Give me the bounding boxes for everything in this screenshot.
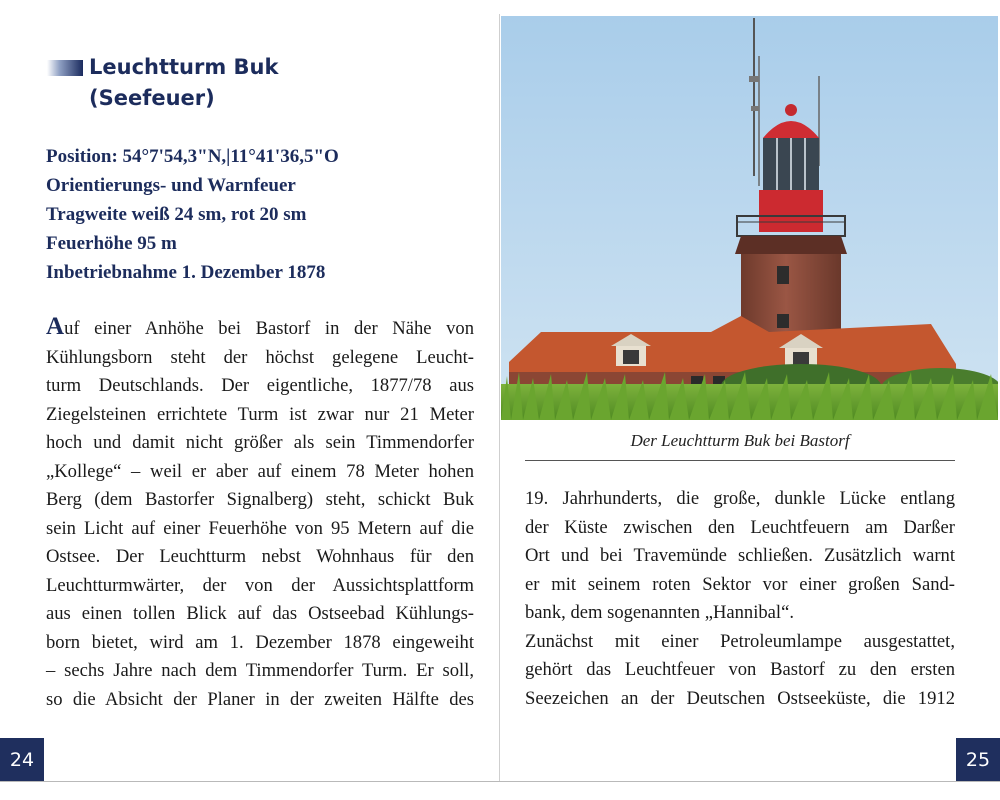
photo-caption: Der Leuchtturm Buk bei Bastorf <box>630 431 850 450</box>
text-line: Leuchtturmwärter, der von der Aussichtsplattform <box>46 574 474 596</box>
fact-range: Tragweite weiß 24 sm, rot 20 sm <box>46 204 307 225</box>
left-body-text <box>46 313 474 714</box>
article-heading <box>89 52 278 114</box>
text-line: aus einen tollen Blick auf das Ostseebad Kühlungs- <box>46 603 474 624</box>
drop-cap: A <box>46 313 65 340</box>
lighthouse-photo <box>501 16 998 420</box>
bottom-edge-rule <box>0 781 1000 782</box>
right-body-text <box>525 485 955 713</box>
text-line: Ostsee. Der Leuchtturm nebst Wohnhaus für den <box>46 546 474 567</box>
text-line: er mit seinem roten Sektor vor einer großen Sand- <box>525 573 955 595</box>
fact-commissioning: Inbetriebnahme 1. Dezember 1878 <box>46 262 326 283</box>
fact-position: Position: 54°7'54,3"N,|11°41'36,5"O <box>46 146 339 167</box>
text-line: bank, dem sogenannten „Hannibal“. <box>525 602 795 623</box>
text-line: turm Deutschlands. Der eigentliche, 1877/78 aus <box>46 375 474 396</box>
text-line: gehört das Leuchtfeuer von Bastorf zu den ersten <box>525 659 955 680</box>
text-line: Auf einer Anhöhe bei Bastorf in der Nähe von <box>46 313 474 340</box>
text-line: Seezeichen an der Deutschen Ostseeküste, die 1912 <box>525 687 955 709</box>
fact-height: Feuerhöhe 95 m <box>46 233 177 254</box>
text-line: sein Licht auf einer Feuerhöhe von 95 Metern auf die <box>46 517 474 539</box>
fact-type: Orientierungs- und Warnfeuer <box>46 175 296 196</box>
heading-gradient-bar <box>47 60 83 76</box>
text-line: Berg (dem Bastorfer Signalberg) steht, schickt Buk <box>46 489 474 510</box>
text-line: „Kollege“ – weil er aber auf einem 78 Meter hohen <box>46 460 474 482</box>
text-line: born bietet, wird am 1. Dezember 1878 eingeweiht <box>46 631 474 653</box>
text-line: Kühlungsborn steht der höchst gelegene Leucht- <box>46 346 474 368</box>
left-page <box>0 0 499 782</box>
text-line: so die Absicht der Planer in der zweiten Hälfte des <box>46 688 474 710</box>
text-line: 19. Jahrhunderts, die große, dunkle Lücke entlang <box>525 488 955 509</box>
page-number-right: 25 <box>956 738 1000 782</box>
text-line: Ort und bei Travemünde schließen. Zusätzlich warnt <box>525 545 955 566</box>
text-line: – sechs Jahre nach dem Timmendorfer Turm. Er soll, <box>46 660 474 681</box>
text-line: hoch und damit nicht größer als sein Timmendorfer <box>46 432 474 453</box>
text-line: der Küste zwischen den Leuchtfeuern am Darßer <box>525 516 955 538</box>
page-number-left: 24 <box>0 738 44 782</box>
text-line: Ziegelsteinen errichtete Turm ist zwar nur 21 Meter <box>46 403 474 425</box>
heading-title: Leuchtturm Buk <box>89 55 279 79</box>
caption-divider <box>525 460 955 461</box>
text-line: Zunächst mit einer Petroleumlampe ausgestattet, <box>525 630 955 652</box>
facts-block <box>46 142 339 287</box>
heading-subtitle: (Seefeuer) <box>89 86 215 110</box>
